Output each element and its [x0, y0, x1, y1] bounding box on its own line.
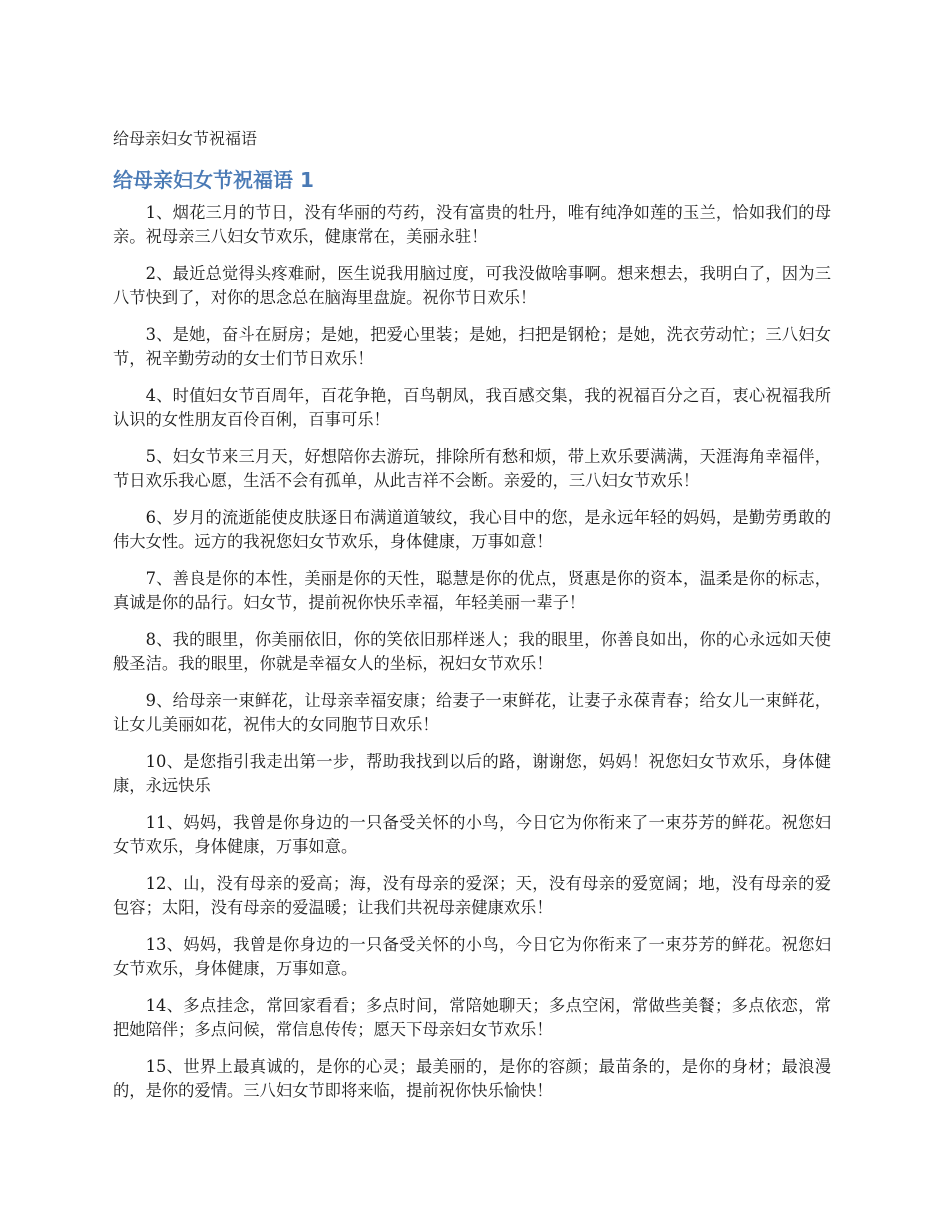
- paragraph: 2、最近总觉得头疼难耐，医生说我用脑过度，可我没做啥事啊。想来想去，我明白了，因为三八节快到了，对你的思念总在脑海里盘旋。祝你节日欢乐！: [113, 264, 831, 307]
- document-body: [113, 201, 831, 1116]
- paragraph: 11、妈妈，我曾是你身边的一只备受关怀的小鸟，今日它为你衔来了一束芬芳的鲜花。祝您妇女节欢乐，身体健康，万事如意。: [113, 813, 831, 856]
- paragraph: 1、烟花三月的节日，没有华丽的芍药，没有富贵的牡丹，唯有纯净如莲的玉兰，恰如我们的母亲。祝母亲三八妇女节欢乐，健康常在，美丽永驻！: [113, 203, 831, 246]
- paragraph: 6、岁月的流逝能使皮肤逐日布满道道皱纹，我心目中的您，是永远年轻的妈妈，是勤劳勇敢的伟大女性。远方的我祝您妇女节欢乐，身体健康，万事如意！: [113, 508, 831, 551]
- paragraph: 4、时值妇女节百周年，百花争艳，百鸟朝凤，我百感交集，我的祝福百分之百，衷心祝福我所认识的女性朋友百伶百俐，百事可乐！: [113, 386, 831, 429]
- paragraph: 13、妈妈，我曾是你身边的一只备受关怀的小鸟，今日它为你衔来了一束芬芳的鲜花。祝您妇女节欢乐，身体健康，万事如意。: [113, 935, 831, 978]
- paragraph: 14、多点挂念，常回家看看；多点时间，常陪她聊天；多点空闲，常做些美餐；多点依恋，常把她陪伴；多点问候，常信息传传；愿天下母亲妇女节欢乐！: [113, 996, 831, 1039]
- paragraph: 10、是您指引我走出第一步，帮助我找到以后的路，谢谢您，妈妈！祝您妇女节欢乐，身体健康，永远快乐: [113, 752, 831, 795]
- paragraph: 8、我的眼里，你美丽依旧，你的笑依旧那样迷人；我的眼里，你善良如出，你的心永远如天使般圣洁。我的眼里，你就是幸福女人的坐标，祝妇女节欢乐！: [113, 630, 831, 673]
- section-heading: 给母亲妇女节祝福语 1: [113, 168, 314, 192]
- paragraph: 3、是她，奋斗在厨房；是她，把爱心里装；是她，扫把是钢枪；是她，洗衣劳动忙；三八妇女节，祝辛勤劳动的女士们节日欢乐！: [113, 325, 831, 368]
- paragraph: 15、世界上最真诚的，是你的心灵；最美丽的，是你的容颜；最苗条的，是你的身材；最浪漫的，是你的爱情。三八妇女节即将来临，提前祝你快乐愉快！: [113, 1057, 831, 1100]
- paragraph: 12、山，没有母亲的爱高；海，没有母亲的爱深；天，没有母亲的爱宽阔；地，没有母亲的爱包容；太阳，没有母亲的爱温暖；让我们共祝母亲健康欢乐！: [113, 874, 831, 917]
- document-title: 给母亲妇女节祝福语: [113, 129, 258, 148]
- paragraph: 9、给母亲一束鲜花，让母亲幸福安康；给妻子一束鲜花，让妻子永葆青春；给女儿一束鲜花，让女儿美丽如花，祝伟大的女同胞节日欢乐！: [113, 691, 831, 734]
- paragraph: 7、善良是你的本性，美丽是你的天性，聪慧是你的优点，贤惠是你的资本，温柔是你的标志，真诚是你的品行。妇女节，提前祝你快乐幸福，年轻美丽一辈子！: [113, 569, 831, 612]
- paragraph: 5、妇女节来三月天，好想陪你去游玩，排除所有愁和烦，带上欢乐要满满，天涯海角幸福伴，节日欢乐我心愿，生活不会有孤单，从此吉祥不会断。亲爱的，三八妇女节欢乐！: [113, 447, 831, 490]
